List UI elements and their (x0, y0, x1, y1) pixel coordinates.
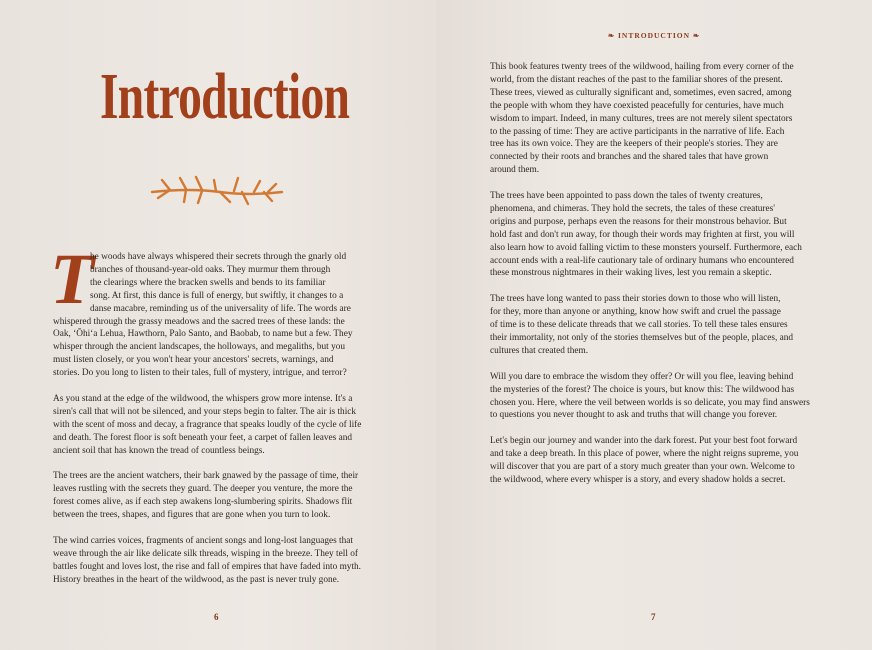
text-line: weave through the air like delicate silk threads, wisping in the breeze. They tell of (53, 548, 358, 559)
text-line: around them. (490, 165, 540, 176)
page-number-left: 6 (214, 612, 219, 622)
text-line: hold fast and don't run away, for though their words may frighten at first, you will (490, 229, 795, 240)
text-line: account ends with a real-life cautionary tale of ordinary humans who encountered (490, 255, 794, 266)
text-line: and take a deep breath. In this place of power, where the night reigns supreme, you (490, 449, 799, 460)
text-line: origins and purpose, perhaps even the reasons for their monstrous behavior. But (490, 216, 787, 227)
text-line: will discover that you are part of a story much greater than your own. Welcome to (490, 462, 795, 473)
text-line: battles fought and loves lost, the rise and fall of empires that have faded into myth. (53, 561, 362, 572)
text-line: chosen you. Here, where the veil between worlds is so delicate, you may find answers (490, 397, 810, 408)
left-body-text (53, 251, 361, 599)
paragraph (53, 470, 361, 522)
paragraph (490, 293, 810, 358)
text-line: with the scent of moss and decay, a fragrance that speaks loudly of the cycle of life (53, 419, 362, 430)
text-line: forest comes alive, as if each step awakens long-slumbering spirits. Shadows flit (53, 497, 353, 508)
text-line: between the trees, shapes, and figures that are gone when you turn to look. (53, 510, 331, 521)
text-line: wisdom to impart. Indeed, in many cultures, trees are not merely silent spectators (490, 113, 793, 124)
text-line: the mysteries of the forest? The choice is yours, but know this: The wildwood has (490, 384, 795, 395)
text-line: for they, more than anyone or anything, know how swift and cruel the passage (490, 307, 781, 318)
text-line: The trees are the ancient watchers, their bark gnawed by the passage of time, their (53, 471, 359, 482)
text-line: branches of thousand-year-old oaks. They murmur them through (90, 264, 331, 275)
branch-ornament-icon (150, 172, 284, 208)
text-line: danse macabre, reminding us of the universality of life. The words are (90, 303, 351, 314)
text-line: Let's begin our journey and wander into the dark forest. Put your best foot forward (490, 436, 798, 447)
paragraph (490, 435, 810, 487)
text-line: also learn how to avoid falling victim to these monsters yourself. Furthermore, each (490, 242, 802, 253)
drop-cap: T (50, 239, 94, 319)
text-line: the wildwood, where every whisper is a story, and every shadow holds a secret. (490, 474, 786, 485)
paragraph (53, 393, 361, 458)
text-line: their immortality, not only of the stories themselves but of the people, places, and (490, 333, 794, 343)
paragraph (53, 251, 361, 380)
leaf-fleuron-icon: ❧ (690, 31, 701, 40)
text-line: cultures that created them. (490, 345, 589, 356)
text-line: the clearings where the bracken swells and bends to its familiar (90, 277, 326, 288)
text-line: must listen closely, or you won't hear your ancestors' secrets, warnings, and (53, 355, 334, 366)
text-line: leaves rustling with the secrets they guard. The deeper you venture, the more the (53, 484, 353, 495)
text-line: to the passing of time: They are active participants in the narrative of life. Each (490, 126, 785, 137)
text-line: siren's call that will not be silenced, and your steps begin to falter. The air is thick (53, 406, 357, 417)
paragraph (53, 535, 361, 587)
right-page (436, 0, 872, 650)
text-line: tree has its own voice. They are the keepers of their people's stories. They are (490, 139, 778, 150)
text-line: Oak, ʻŌhiʻa Lehua, Hawthorn, Palo Santo, and Baobab, to name but a few. They (53, 329, 353, 340)
paragraph (490, 190, 810, 280)
text-line: and death. The forest floor is soft beneath your feet, a carpet of fallen leaves and (53, 432, 353, 443)
text-line: of time is to these delicate threads that we call stories. To tell these tales ensures (490, 320, 788, 331)
text-line: History breathes in the heart of the wildwood, as the past is never truly gone. (53, 574, 340, 585)
text-line: The trees have long wanted to pass their stories down to those who will listen, (490, 294, 781, 305)
paragraph (490, 61, 810, 177)
running-header: ❧ INTRODUCTION ❧ (607, 31, 701, 40)
text-line: whisper through the ancient landscapes, the holloways, and megaliths, but you (53, 342, 346, 353)
text-line: Will you dare to embrace the wisdom they offer? Or will you flee, leaving behind (490, 371, 794, 382)
text-line: world, from the distant reaches of the past to the familiar shores of the present. (490, 74, 783, 85)
text-line: the people with whom they have coexisted peacefully for centuries, have much (490, 100, 784, 111)
text-line: he woods have always whispered their secrets through the gnarly old (90, 252, 347, 262)
page-number-right: 7 (651, 612, 656, 622)
text-line: stories. Do you long to listen to their tales, full of mystery, intrigue, and terror? (53, 368, 347, 379)
text-line: phenomena, and chimeras. They hold the secrets, the tales of these creatures' (490, 203, 775, 214)
text-line: connected by their roots and branches and the shared tales that have grown (490, 152, 769, 163)
text-line: As you stand at the edge of the wildwood, the whispers grow more intense. It's a (53, 393, 353, 404)
text-line: This book features twenty trees of the wildwood, hailing from every corner of the (490, 62, 794, 72)
text-line: these monstrous nightmares in their waking lives, lest you remain a skeptic. (490, 268, 772, 279)
text-line: ancient soil that has known the tread of countless beings. (53, 445, 265, 456)
text-line: to questions you never thought to ask and truths that will change you forever. (490, 410, 778, 421)
paragraph (490, 371, 810, 423)
text-line: The trees have been appointed to pass down the tales of twenty creatures, (490, 191, 763, 202)
right-body-text (490, 61, 810, 500)
text-line: whispered through the grassy meadows and the sacred trees of these lands: the (53, 316, 345, 327)
text-line: The wind carries voices, fragments of ancient songs and long-lost languages that (53, 535, 353, 546)
leaf-fleuron-icon: ❧ (607, 31, 618, 40)
chapter-title: Introduction (100, 60, 350, 133)
text-line: These trees, viewed as culturally significant and, sometimes, even sacred, among (490, 87, 792, 98)
text-line: song. At first, this dance is full of energy, but swiftly, it changes to a (90, 290, 344, 301)
